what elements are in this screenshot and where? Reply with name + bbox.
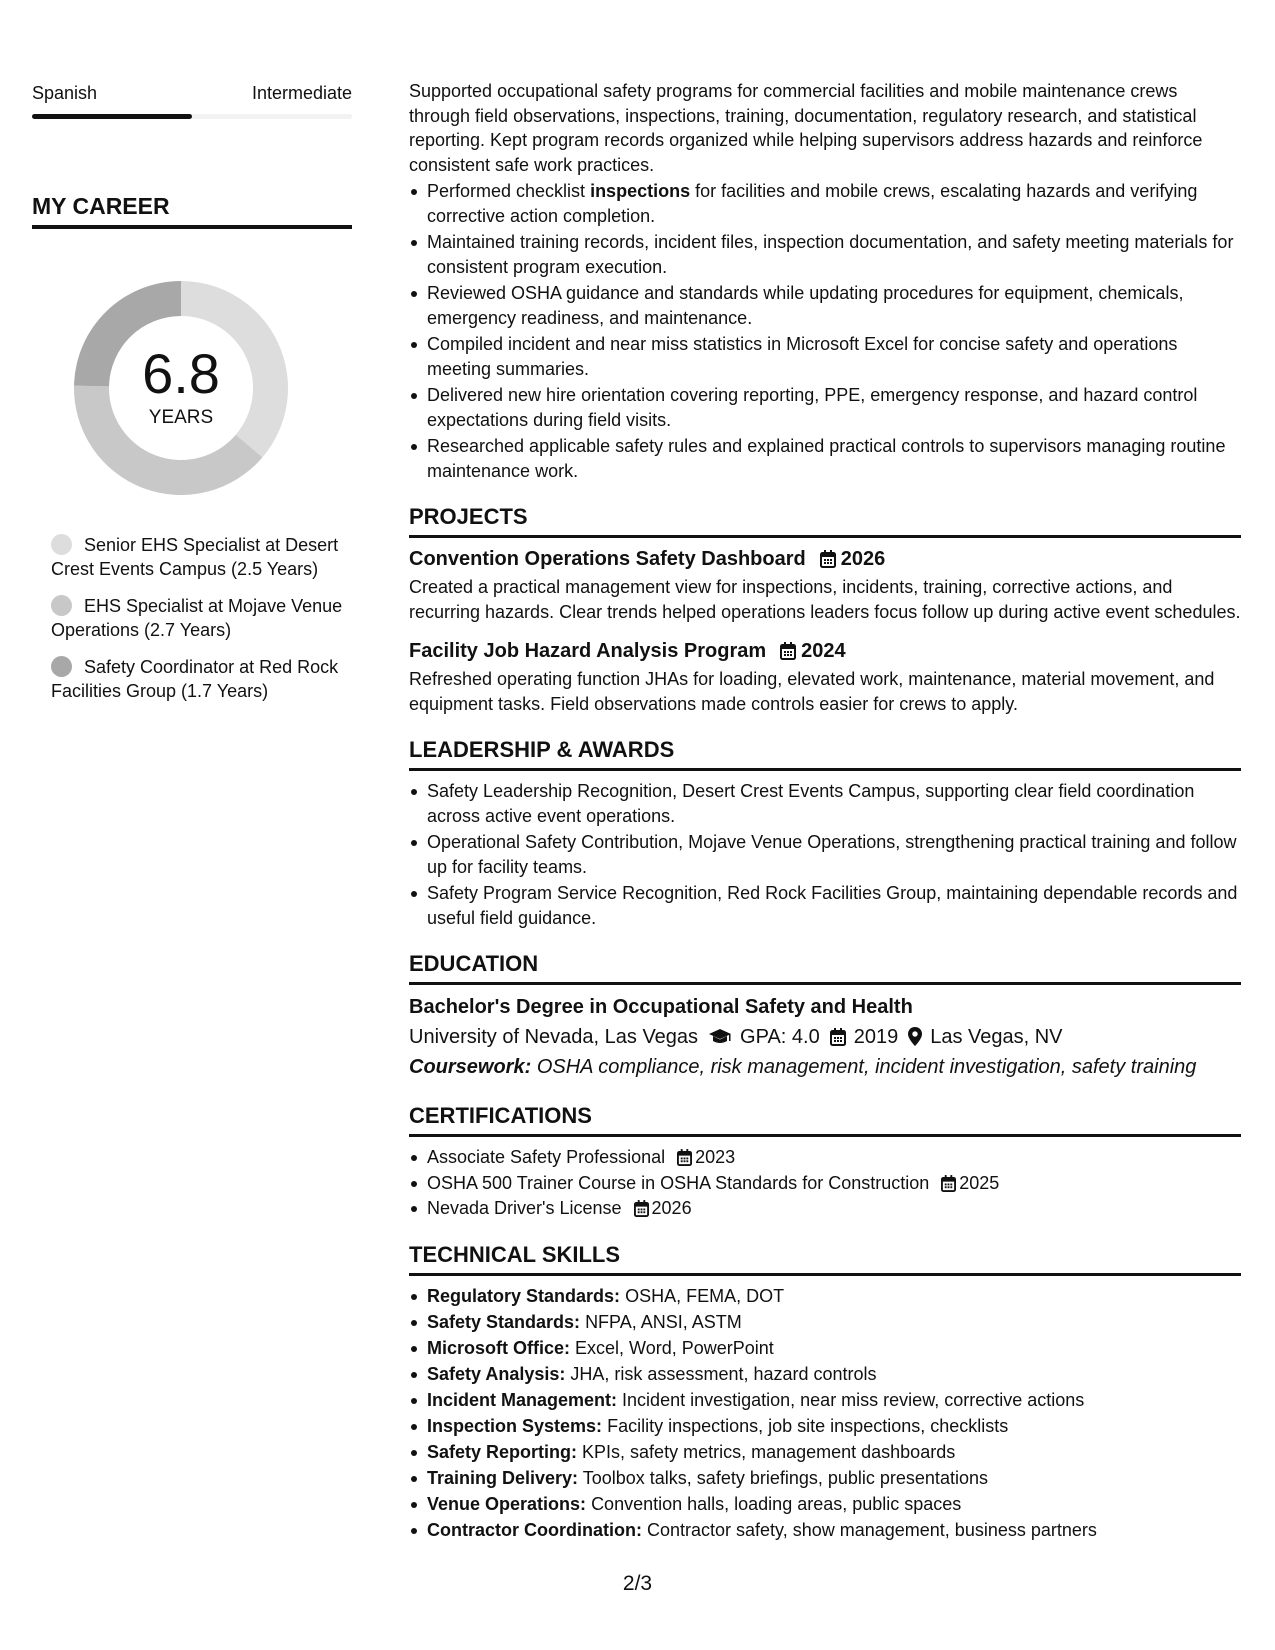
skill-value: JHA, risk assessment, hazard controls xyxy=(570,1363,877,1384)
project-title xyxy=(409,638,1241,665)
education-meta xyxy=(409,1022,1241,1052)
coursework-list: OSHA compliance, risk management, incident investigation, safety training xyxy=(536,1056,1197,1078)
certification-year: 2026 xyxy=(651,1198,692,1218)
career-total-years: 6.8 xyxy=(142,342,220,405)
project-year: 2024 xyxy=(801,640,846,662)
skill-value: Toolbox talks, safety briefings, public presentations xyxy=(582,1467,988,1488)
skill-label: Contractor Coordination: xyxy=(427,1519,642,1540)
award-item: Safety Leadership Recognition, Desert Crest Events Campus, supporting clear field coordination across active event operations. xyxy=(409,779,1241,828)
graduation-cap-icon xyxy=(708,1028,732,1046)
certification-year: 2025 xyxy=(959,1172,1000,1193)
calendar-icon xyxy=(941,1175,956,1192)
award-item: Safety Program Service Recognition, Red Rock Facilities Group, maintaining dependable records and useful field guidance. xyxy=(409,881,1241,930)
career-legend-item xyxy=(51,655,352,703)
skill-value: Excel, Word, PowerPoint xyxy=(575,1337,774,1358)
skill-label: Safety Reporting: xyxy=(427,1441,578,1462)
career-legend-item xyxy=(51,594,352,642)
experience-bullet: Researched applicable safety rules and explained practical controls to supervisors managing routine maintenance work. xyxy=(409,434,1241,483)
skill-value: NFPA, ANSI, ASTM xyxy=(585,1311,742,1332)
skill-item xyxy=(409,1362,1241,1387)
project-name: Facility Job Hazard Analysis Program xyxy=(409,640,767,662)
skill-value: KPIs, safety metrics, management dashboards xyxy=(582,1441,956,1462)
career-legend-item xyxy=(51,533,352,581)
awards-list xyxy=(409,779,1241,930)
skill-item xyxy=(409,1440,1241,1465)
school-name: University of Nevada, Las Vegas xyxy=(409,1026,699,1048)
calendar-icon xyxy=(780,642,796,660)
language-name: Spanish xyxy=(32,83,98,103)
skill-value: Facility inspections, job site inspections, checklists xyxy=(607,1415,1009,1436)
bullet-text: Performed checklist xyxy=(427,181,591,201)
career-role-label: EHS Specialist at Mojave Venue Operations (2.7 Years) xyxy=(51,596,343,640)
skill-item xyxy=(409,1466,1241,1491)
career-role-label: Senior EHS Specialist at Desert Crest Events Campus (2.5 Years) xyxy=(51,535,339,579)
degree-title: Bachelor's Degree in Occupational Safety and Health xyxy=(409,996,913,1018)
coursework xyxy=(409,1052,1241,1082)
skill-label: Venue Operations: xyxy=(427,1493,587,1514)
certification-name: OSHA 500 Trainer Course in OSHA Standards for Construction xyxy=(427,1172,930,1193)
project-title xyxy=(409,546,1241,573)
skill-value: Convention halls, loading areas, public spaces xyxy=(591,1493,962,1514)
skill-label: Inspection Systems: xyxy=(427,1415,603,1436)
awards-heading: LEADERSHIP & AWARDS xyxy=(409,736,1241,771)
certification-year: 2023 xyxy=(695,1147,736,1167)
certification-name: Nevada Driver's License xyxy=(427,1198,622,1218)
skill-item xyxy=(409,1336,1241,1361)
legend-dot-icon xyxy=(51,656,72,677)
certifications-heading: CERTIFICATIONS xyxy=(409,1102,1241,1137)
skill-item xyxy=(409,1284,1241,1309)
experience-bullet: Delivered new hire orientation covering reporting, PPE, emergency response, and hazard control expectations during field visits. xyxy=(409,383,1241,432)
calendar-icon xyxy=(634,1200,649,1217)
legend-dot-icon xyxy=(51,595,72,616)
skill-value: Contractor safety, show management, business partners xyxy=(647,1519,1097,1540)
career-heading: MY CAREER xyxy=(32,192,352,229)
certifications-list xyxy=(409,1145,1241,1221)
main-content xyxy=(409,79,1241,1544)
certification-item xyxy=(409,1171,1241,1196)
coursework-label: Coursework: xyxy=(409,1056,532,1078)
project-description: Refreshed operating function JHAs for loading, elevated work, maintenance, material movement, and equipment tasks. Field observations made controls easier for crews to apply. xyxy=(409,669,1215,714)
skill-item xyxy=(409,1518,1241,1543)
bullet-keyword: inspections xyxy=(590,181,691,201)
education-heading: EDUCATION xyxy=(409,950,1241,985)
language-proficiency-fill xyxy=(32,114,192,119)
skill-value: OSHA, FEMA, DOT xyxy=(625,1285,785,1306)
gpa: GPA: 4.0 xyxy=(740,1026,820,1048)
language-row xyxy=(32,80,352,106)
certification-name: Associate Safety Professional xyxy=(427,1147,666,1167)
career-donut-label xyxy=(66,273,296,503)
page-number: 2/3 xyxy=(622,1572,653,1595)
project-name: Convention Operations Safety Dashboard xyxy=(409,548,806,570)
career-donut-chart xyxy=(66,273,296,503)
certification-item xyxy=(409,1196,1241,1221)
skill-label: Regulatory Standards: xyxy=(427,1285,621,1306)
calendar-icon xyxy=(820,550,836,568)
skill-label: Microsoft Office: xyxy=(427,1337,571,1358)
language-level: Intermediate xyxy=(251,83,352,103)
calendar-icon xyxy=(830,1028,846,1046)
skill-label: Safety Analysis: xyxy=(427,1363,566,1384)
skills-list xyxy=(409,1284,1241,1543)
legend-dot-icon xyxy=(51,534,72,555)
calendar-icon xyxy=(677,1149,692,1166)
skill-value: Incident investigation, near miss review, corrective actions xyxy=(622,1389,1085,1410)
skill-item xyxy=(409,1388,1241,1413)
language-proficiency-bar xyxy=(32,114,352,119)
experience-bullet xyxy=(409,179,1241,228)
experience-bullet: Maintained training records, incident files, inspection documentation, and safety meeting materials for consistent program execution. xyxy=(409,230,1241,279)
skill-item xyxy=(409,1492,1241,1517)
graduation-year: 2019 xyxy=(853,1026,899,1048)
location-pin-icon xyxy=(908,1027,922,1046)
skill-item xyxy=(409,1310,1241,1335)
experience-summary: Supported occupational safety programs for commercial facilities and mobile maintenance crews through field observations, inspections, training, documentation, regulatory research, and statistical reporting. Kept program records organized while helping supervisors address hazards and reinforce consistent safe work practices. xyxy=(409,81,1203,175)
experience-bullets xyxy=(409,179,1241,483)
sidebar xyxy=(32,80,352,716)
bullet-text: for facilities and mobile crews, escalating hazards and verifying corrective action completion. xyxy=(427,181,1198,226)
skill-label: Incident Management: xyxy=(427,1389,618,1410)
school-location: Las Vegas, NV xyxy=(930,1026,1063,1048)
skill-label: Training Delivery: xyxy=(427,1467,579,1488)
career-legend xyxy=(32,533,352,703)
career-total-unit: YEARS xyxy=(148,407,214,428)
project-year: 2026 xyxy=(840,548,886,570)
award-item: Operational Safety Contribution, Mojave Venue Operations, strengthening practical training and follow up for facility teams. xyxy=(409,830,1241,879)
career-role-label: Safety Coordinator at Red Rock Facilities Group (1.7 Years) xyxy=(51,657,339,701)
skills-heading: TECHNICAL SKILLS xyxy=(409,1241,1241,1276)
project-description: Created a practical management view for inspections, incidents, training, corrective actions, and recurring hazards. Clear trends helped operations leaders focus follow up during active event schedules. xyxy=(409,577,1241,622)
projects-heading: PROJECTS xyxy=(409,503,1241,538)
skill-label: Safety Standards: xyxy=(427,1311,581,1332)
certification-item xyxy=(409,1145,1241,1170)
experience-bullet: Compiled incident and near miss statistics in Microsoft Excel for concise safety and operations meeting summaries. xyxy=(409,332,1241,381)
experience-bullet: Reviewed OSHA guidance and standards while updating procedures for equipment, chemicals, emergency readiness, and maintenance. xyxy=(409,281,1241,330)
skill-item xyxy=(409,1414,1241,1439)
